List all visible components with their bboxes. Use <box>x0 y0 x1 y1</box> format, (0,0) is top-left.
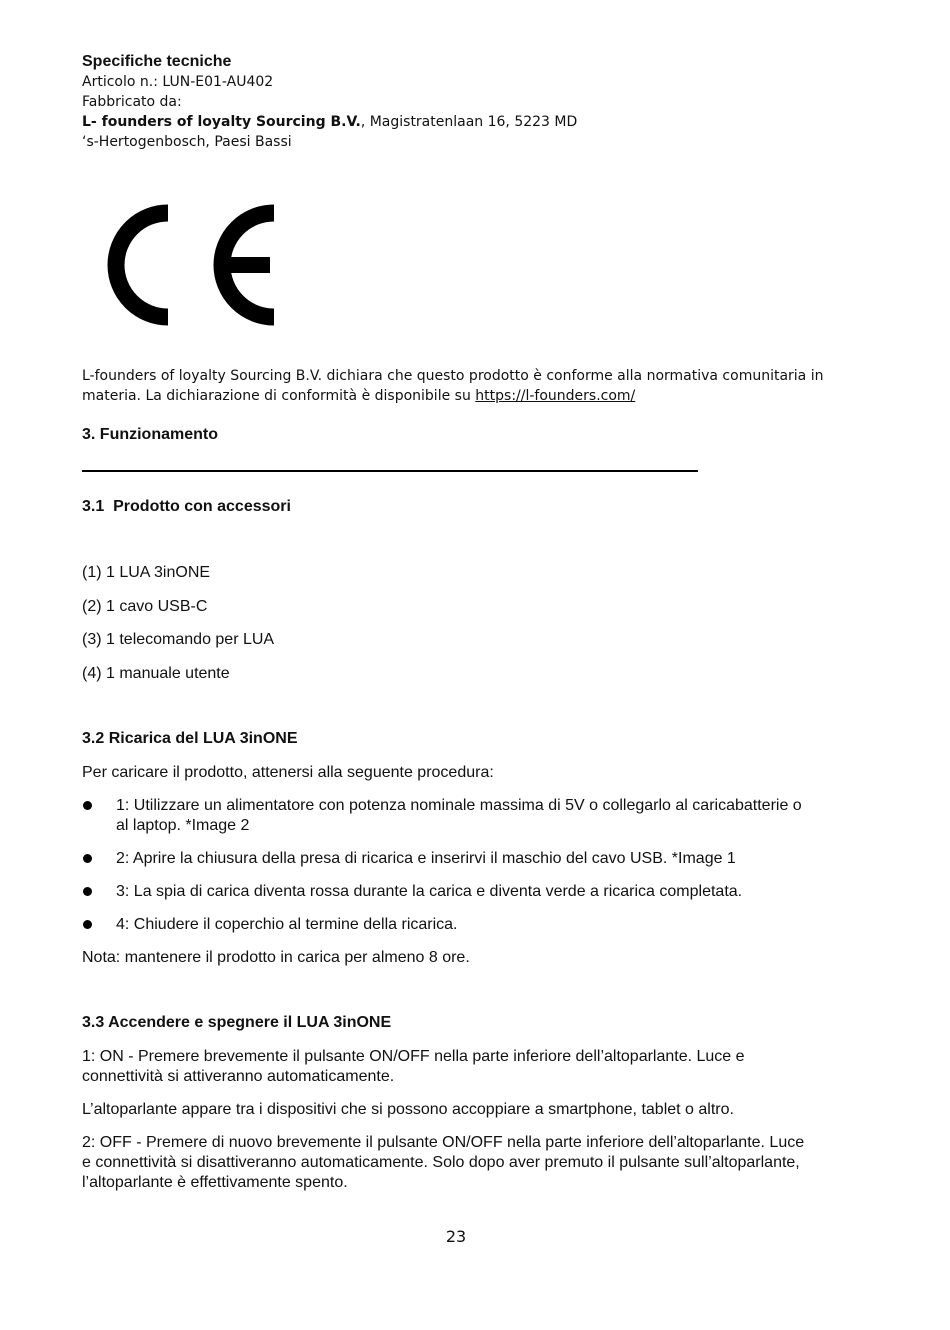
charging-intro: Per caricare il prodotto, attenersi alla seguente procedura: <box>82 764 494 781</box>
power-on-line-1: 1: ON - Premere brevemente il pulsante ON/OFF nella parte inferiore dell’altoparlante. Luce e <box>82 1048 745 1065</box>
accessory-item-1: (1) 1 LUA 3inONE <box>82 564 211 581</box>
section-3-2-title: 3.2 Ricarica del LUA 3inONE <box>82 730 298 747</box>
bullet-dot <box>83 920 92 929</box>
page-number: 23 <box>445 1227 467 1246</box>
bullet-dot <box>83 887 92 896</box>
ce-mark-logo <box>106 203 278 327</box>
accessory-item-2: (2) 1 cavo USB-C <box>82 598 208 615</box>
manufacturer-address <box>82 112 577 132</box>
charging-step-2: 2: Aprire la chiusura della presa di ricarica e inserirvi il maschio del cavo USB. *Image 1 <box>116 850 736 867</box>
declaration-line-2 <box>82 386 635 406</box>
power-on-line-2: connettività si attiveranno automaticamente. <box>82 1068 395 1085</box>
charging-step-4: 4: Chiudere il coperchio al termine della ricarica. <box>116 916 458 933</box>
declaration-link[interactable]: https://l-founders.com/ <box>475 388 636 404</box>
accessory-item-4: (4) 1 manuale utente <box>82 665 230 682</box>
bullet-dot <box>83 801 92 810</box>
article-number: Articolo n.: LUN-E01-AU402 <box>82 74 274 90</box>
manufacturer-label: Fabbricato da: <box>82 94 182 110</box>
accessory-item-3: (3) 1 telecomando per LUA <box>82 631 275 648</box>
address-city: ‘s-Hertogenbosch, Paesi Bassi <box>82 134 292 150</box>
power-off-line-2: e connettività si disattiveranno automaticamente. Solo dopo aver premuto il pulsante sull’altoparlante, <box>82 1154 800 1171</box>
section-3-title: 3. Funzionamento <box>82 426 218 443</box>
power-off-line-3: l’altoparlante è effettivamente spento. <box>82 1174 348 1191</box>
section-3-1-title: 3.1 Prodotto con accessori <box>82 498 291 515</box>
declaration-line-1: L-founders of loyalty Sourcing B.V. dichiara che questo prodotto è conforme alla normativa comunitaria in <box>82 368 824 384</box>
bullet-dot <box>83 854 92 863</box>
charging-step-3: 3: La spia di carica diventa rossa durante la carica e diventa verde a ricarica completata. <box>116 883 743 900</box>
address-street: , Magistratenlaan 16, 5223 MD <box>360 114 578 130</box>
charging-step-1-line-2: al laptop. *Image 2 <box>116 817 250 834</box>
charging-note: Nota: mantenere il prodotto in carica per almeno 8 ore. <box>82 949 470 966</box>
charging-step-1-line-1: 1: Utilizzare un alimentatore con potenza nominale massima di 5V o collegarlo al caricabatterie o <box>116 797 802 814</box>
power-off-line-1: 2: OFF - Premere di nuovo brevemente il pulsante ON/OFF nella parte inferiore dell’altoparlante. Luce <box>82 1134 805 1151</box>
declaration-text: materia. La dichiarazione di conformità è disponibile su <box>82 388 476 404</box>
section-3-3-title: 3.3 Accendere e spegnere il LUA 3inONE <box>82 1014 392 1031</box>
section-divider <box>82 470 698 472</box>
manufacturer-name: L- founders of loyalty Sourcing B.V. <box>82 114 361 130</box>
spec-heading: Specifiche tecniche <box>82 53 232 70</box>
pairing-info: L’altoparlante appare tra i dispositivi che si possono accoppiare a smartphone, tablet o altro. <box>82 1101 734 1118</box>
